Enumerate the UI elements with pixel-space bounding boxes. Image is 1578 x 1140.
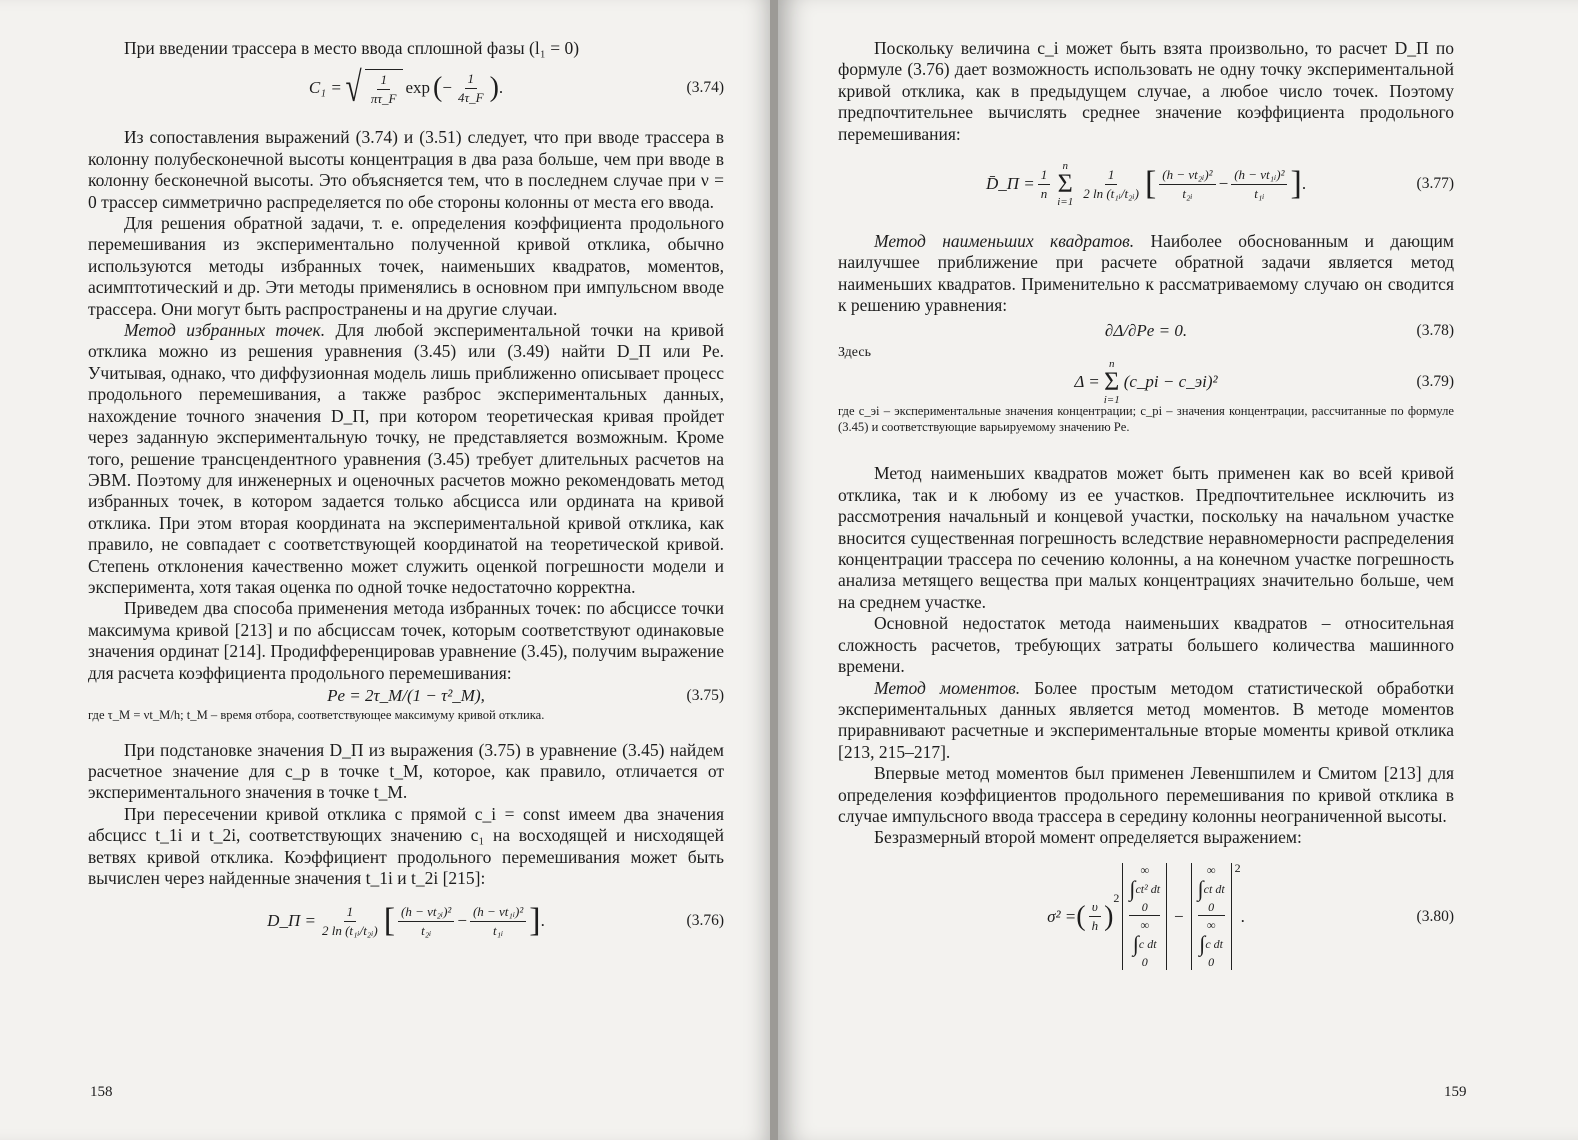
paragraph: Метод наименьших квадратов может быть применен как во всей кривой отклика, так и к любому из ее участков. Предпочтительнее исключить из рассмотрения начальный и концевой участки, поскольку на начальном участке вносится существенная погрешность вследствие неравномерности распределения концентрации трассера по сечению колонны, а на конечном участке погрешность анализа метящего вещества при малых концентрациях значительно больше, чем на среднем участке. — [838, 463, 1454, 612]
paragraph: Безразмерный второй момент определяется выражением: — [874, 827, 1302, 848]
integrand: ct dt — [1203, 881, 1225, 896]
limit-lower: 0 — [1141, 900, 1148, 915]
frac-num: 1 — [1038, 167, 1051, 185]
footnote: где c_эi – экспериментальные значения концентрации; c_pi – значения концентрации, рассчитанные по формуле (3.45) и соответствующие варьируемому значению Pe. — [838, 404, 1454, 434]
eq-lhs: Δ = — [1074, 372, 1100, 392]
frac-num: 1 — [1105, 167, 1118, 185]
eq-body: Pe = 2τ_М/(1 − τ²_М), — [327, 685, 485, 705]
frac-den: t₁ᵢ — [1254, 185, 1265, 201]
frac-num: 1 — [377, 72, 390, 90]
equation-3-79 — [838, 358, 1454, 407]
limit-upper: ∞ — [1206, 918, 1216, 933]
equation-number: (3.78) — [1416, 321, 1454, 339]
equation-3-76: D_П = $\frac{1}{\text{2 ln (t₁ᵢ/t₂ᵢ)}}$ [ $\frac{\text{(h − νt₂ᵢ)²}}{\text{t₂ᵢ}}$ − $\frac{\text{(h − νt₁ᵢ)²}}{\text{t₁ᵢ}}$ ] . (3.76) — [267, 902, 724, 940]
frac-den: 2 ln (t₁ᵢ/t₂ᵢ) — [1083, 185, 1139, 201]
equation-number: (3.80) — [1416, 907, 1454, 925]
frac-num: (h − νt₂ᵢ)² — [1159, 167, 1215, 185]
paragraph — [88, 320, 724, 598]
sqrt: √ $\frac{1}{\pi\tau\_F}$ — [342, 68, 403, 108]
equation-number: (3.74) — [686, 79, 724, 97]
paragraph: При подстановке значения D_П из выражения (3.75) в уравнение (3.45) найдем расчетное значение для c_р в точке t_М, которое, как правило, отличается от экспериментального значения в точке t_М. — [88, 739, 724, 803]
limit-lower: 0 — [1208, 900, 1215, 915]
footnote: где τ_М = νt_М/h; t_М – время отбора, соответствующее максимуму кривой отклика. — [88, 707, 545, 722]
paragraph: При введении трассера в место ввода сплошной фазы (l₁ = 0) — [124, 38, 580, 58]
moment-fraction-a: ∞ ∫ ct² dt 0 ∞ ∫ c dt 0 — [1122, 863, 1167, 970]
page-number: 158 — [90, 1084, 113, 1100]
eq-lhs: σ² = — [1047, 906, 1077, 926]
frac-num: 1 — [465, 71, 478, 89]
sum-lower: i=1 — [1103, 394, 1120, 407]
equation-number: (3.77) — [1416, 175, 1454, 193]
integrand: ct² dt — [1135, 881, 1161, 896]
frac-den: t₂ᵢ — [421, 922, 432, 938]
paragraph — [838, 231, 1454, 317]
power: 2 — [1113, 890, 1120, 905]
paragraph-body: Для любой экспериментальной точки на кривой отклика можно из решения уравнения (3.45) или (3.49) найти D_П или Pe. Учитывая, однако, что диффузионная модель лишь приближенно описывает процесс продольного перемешивания, а также разброс экспериментальных данных, нахождение точного значения D_П, при котором теоретическая кривая пройдет через заданную экспериментальную точку, не представляется возможным. Кроме того, решение трансцендентного уравнения (3.45) требует длительных расчетов на ЭВМ. Поэтому для инженерных и оценочных расчетов можно рекомендовать метод избранных точек, в котором задается только абсцисса или ордината на кривой отклика. При этом вторая координата на экспериментальной кривой отклика, как правило, не совпадает с соответствующей координатой на теоретической кривой. Степень отклонения качественно может служить оценкой погрешности модели и эксперимента, хотя такая оценка по одной точке недостаточно корректна. — [88, 320, 724, 597]
frac-den: n — [1040, 185, 1048, 201]
right-page — [778, 0, 1578, 1140]
frac-num: (h − νt₁ᵢ)² — [470, 904, 526, 922]
power: 2 — [1234, 860, 1241, 875]
frac-den: t₂ᵢ — [1182, 185, 1193, 201]
method-title: Метод избранных точек. — [124, 320, 326, 341]
paragraph-body: Более простым методом статистической обработки экспериментальных данных является метод моментов. В методе моментов приравнивают расчетные и экспериментальные вторые моменты кривой отклика [213, 215–217]. — [838, 677, 1454, 762]
frac-den: 2 ln (t₁ᵢ/t₂ᵢ) — [321, 922, 378, 938]
equation-3-78 — [838, 319, 1454, 343]
paragraph: Поскольку величина c_i может быть взята произвольно, то расчет D_П по формуле (3.76) дает возможность использовать не одну точку экспериментальной кривой отклика, как в предыдущем случае, а любое число точек. Поэтому предпочтительнее вычислять среднее значение коэффициента продольного перемешивания: — [838, 38, 1454, 144]
minus-sign: − — [442, 78, 452, 98]
integrand: c dt — [1205, 936, 1223, 951]
paragraph-body: Наиболее обоснованным и дающим наилучшее приближение при расчете обратной задачи является метод наименьших квадратов. Применительно к рассматриваемому случаю он сводится к решению уравнения: — [838, 231, 1454, 316]
paragraph: Для решения обратной задачи, т. е. определения коэффициента продольного перемешивания из экспериментально полученной кривой отклика, обычно используются методы избранных точек, наименьших квадратов, моментов, асимптотический и др. Эти методы применялись в основном при импульсном вводе трассера. Они могут быть распространены и на другие случаи. — [88, 213, 724, 319]
frac-num: (h − νt₂ᵢ)² — [398, 904, 454, 922]
eq-body: ∂Δ/∂Pe = 0. — [1104, 320, 1188, 340]
exp-word: exp — [405, 78, 431, 98]
limit-lower: 0 — [1208, 955, 1215, 970]
paragraph: Основной недостаток метода наименьших квадратов – относительная сложность расчетов, требующих затраты большего количества машинного времени. — [838, 613, 1454, 677]
sum-symbol: n Σ i=1 — [1103, 358, 1120, 407]
equation-number: (3.75) — [686, 686, 724, 704]
sum-symbol: n Σ i=1 — [1057, 160, 1074, 209]
eq-body: (c_pi − c_эi)² — [1123, 372, 1218, 392]
paragraph: Из сопоставления выражений (3.74) и (3.51) следует, что при вводе трассера в колонну полубесконечной высоты концентрация в два раза больше, чем при вводе в колонну бесконечной высоты. Это объясняется тем, что в последнем случае при ν = 0 трассер симметрично распределяется по обе стороны колонны от места его ввода. — [88, 127, 724, 212]
frac-den: h — [1091, 918, 1099, 934]
method-title: Метод моментов. — [874, 677, 1021, 698]
equation-3-74: C₁ = √ $\frac{1}{\pi\tau\_F}$ exp ( − $\frac{1}{4\tau\_F}$ ) . (3.74) — [308, 65, 724, 112]
limit-upper: ∞ — [1140, 918, 1150, 933]
eq-lhs: C₁ = — [308, 78, 342, 98]
paragraph: При пересечении кривой отклика с прямой c_i = const имеем два значения абсцисс t_1i и t_2i, соответствующих значению c₁ на восходящей и нисходящей ветвях кривой отклика. Коэффициент продольного перемешивания может быть вычислен через найденные значения t_1i и t_2i [215]: — [88, 803, 724, 888]
limit-upper: ∞ — [1206, 863, 1216, 878]
limit-lower: 0 — [1141, 955, 1148, 970]
equation-3-80: σ² = ( $\frac{\upsilon}{h}$ ) $^2$ ∞ ∫ ct² dt 0 ∞ ∫ c dt 0 − ∞ ∫ ct dt 0 ∞ ∫ c dt 0 $^2$ . (3.80) — [1047, 860, 1454, 970]
equation-number: (3.79) — [1416, 373, 1454, 391]
label-here: Здесь — [838, 344, 871, 360]
eq-lhs: D_П = — [267, 911, 316, 931]
equation-number: (3.76) — [686, 912, 724, 930]
integrand: c dt — [1138, 936, 1157, 951]
page-number: 159 — [1444, 1084, 1467, 1100]
eq-lhs: D̄_П = — [985, 174, 1035, 194]
paragraph: Приведем два способа применения метода избранных точек: по абсциссе точки максимума кривой [213] и по абсциссам точек, которым соответствуют одинаковые значения ординат [214]. Продифференцировав уравнение (3.45), получим выражение для расчета коэффициента продольного перемешивания: — [88, 598, 724, 683]
moment-fraction-b: ∞ ∫ ct dt 0 ∞ ∫ c dt 0 — [1191, 863, 1232, 970]
frac-den: t₁ᵢ — [492, 922, 504, 938]
equation-3-75 — [88, 684, 724, 708]
frac-den: πτ_F — [370, 91, 397, 107]
minus-sign: − — [1174, 906, 1184, 926]
right-text-column — [838, 38, 1454, 981]
sum-upper: n — [1108, 358, 1115, 371]
paragraph: Впервые метод моментов был применен Левеншпилем и Смитом [213] для определения коэффициентов продольного перемешивания по кривой отклика в случае импульсного ввода трассера в середину колонны неограниченной высоты. — [838, 763, 1454, 826]
paragraph — [838, 678, 1454, 764]
method-title: Метод наименьших квадратов. — [874, 231, 1135, 252]
frac-num: (h − νt₁ᵢ)² — [1231, 167, 1287, 185]
frac-num: 1 — [344, 904, 357, 922]
frac-num: υ — [1089, 899, 1101, 917]
left-page — [0, 0, 772, 1140]
limit-upper: ∞ — [1140, 863, 1150, 878]
equation-3-77: D̄_П = $\frac{1}{n}$ n Σ i=1 $\frac{1}{\text{2 ln (t₁ᵢ/t₂ᵢ)}}$ [ $\frac{\text{(h − νt₂ᵢ)²}}{\text{t₂ᵢ}}$ − $\frac{\text{(h − νt₁ᵢ)²}}{\text{t₁ᵢ}}$ ] . (3.77) — [985, 160, 1454, 209]
frac-den: 4τ_F — [457, 89, 484, 105]
sum-lower: i=1 — [1057, 196, 1074, 209]
sum-upper: n — [1062, 160, 1068, 173]
left-text-column — [88, 38, 724, 951]
